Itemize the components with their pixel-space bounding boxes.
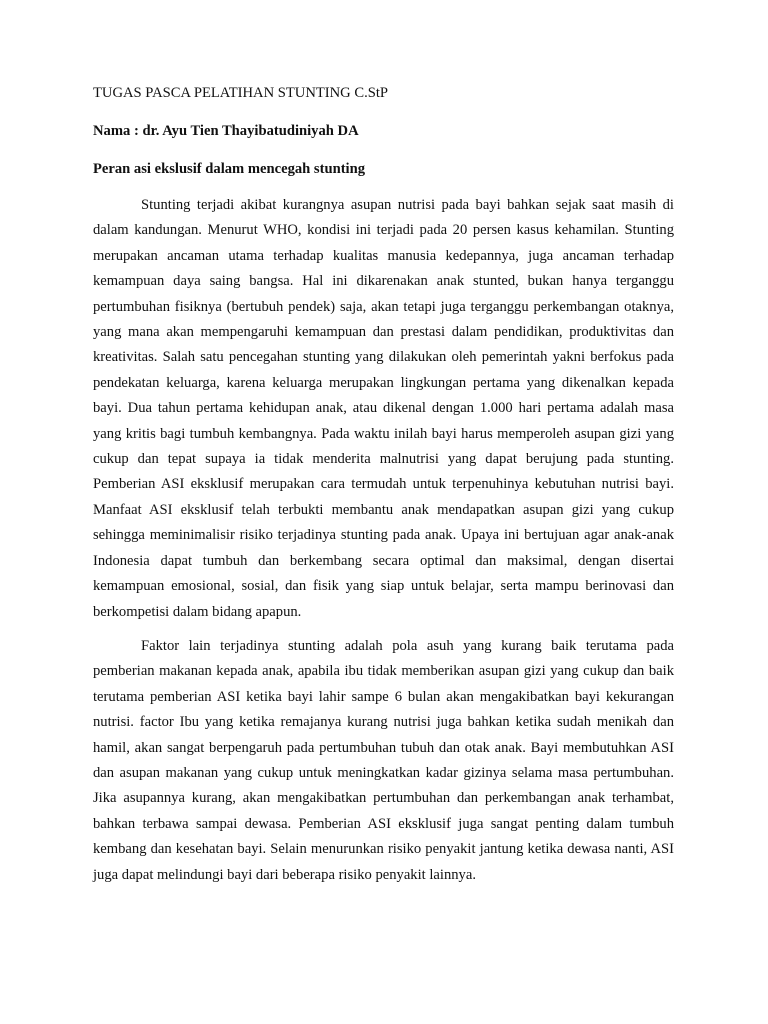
body-paragraph-2: Faktor lain terjadinya stunting adalah pola asuh yang kurang baik terutama pada pemberian makanan kepada anak, apabila ibu tidak memberikan asupan gizi yang cukup dan baik terutama pemberian ASI ketika bayi lahir sampe 6 bulan akan mengakibatkan bayi kekurangan nutrisi. factor Ibu yang ketika remajanya kurang nutrisi juga bahkan ketika sudah menikah dan hamil, akan sangat berpengaruh pada pertumbuhan tubuh dan otak anak. Bayi membutuhkan ASI dan asupan makanan yang cukup untuk meningkatkan kadar gizinya selama masa pertumbuhan. Jika asupannya kurang, akan mengakibatkan pertumbuhan dan perkembangan anak terhambat, bahkan terbawa sampai dewasa. Pemberian ASI eksklusif juga sangat penting dalam tumbuh kembang dan kesehatan bayi. Selain menurunkan risiko penyakit jantung ketika dewasa nanti, ASI juga dapat melindungi bayi dari beberapa risiko penyakit lainnya. (93, 637, 674, 883)
document-title: TUGAS PASCA PELATIHAN STUNTING C.StP (93, 85, 389, 101)
document-topic-heading: Peran asi ekslusif dalam mencegah stunting (93, 161, 366, 177)
document-page (93, 84, 674, 888)
body-paragraph-1: Stunting terjadi akibat kurangnya asupan nutrisi pada bayi bahkan sejak saat masih di dalam kandungan. Menurut WHO, kondisi ini terjadi pada 20 persen kasus kehamilan. Stunting merupakan ancaman utama terhadap kualitas manusia kedepannya, juga ancaman terhadap kemampuan daya saing bangsa. Hal ini dikarenakan anak stunted, bukan hanya terganggu pertumbuhan fisiknya (bertubuh pendek) saja, akan tetapi juga terganggu perkembangan otaknya, yang mana akan mempengaruhi kemampuan dan prestasi dalam pendidikan, produktivitas dan kreativitas. Salah satu pencegahan stunting yang dilakukan oleh pemerintah yakni berfokus pada pendekatan keluarga, karena keluarga merupakan lingkungan pertama yang dikenalkan kepada bayi. Dua tahun pertama kehidupan anak, atau dikenal dengan 1.000 hari pertama adalah masa yang kritis bagi tumbuh kembangnya. Pada waktu inilah bayi harus memperoleh asupan gizi yang cukup dan tepat supaya ia tidak menderita malnutrisi yang dapat berujung pada stunting. Pemberian ASI eksklusif merupakan cara termudah untuk terpenuhinya kebutuhan nutrisi bayi. Manfaat ASI eksklusif telah terbukti membantu anak mendapatkan asupan gizi yang cukup sehingga meminimalisir risiko terjadinya stunting pada anak. Upaya ini bertujuan agar anak-anak Indonesia dapat tumbuh dan berkembang secara optimal dan maksimal, dengan disertai kemampuan emosional, sosial, dan fisik yang siap untuk belajar, serta mampu berinovasi dan berkompetisi dalam bidang apapun. (93, 197, 674, 620)
author-name-line: Nama : dr. Ayu Tien Thayibatudiniyah DA (93, 123, 359, 139)
